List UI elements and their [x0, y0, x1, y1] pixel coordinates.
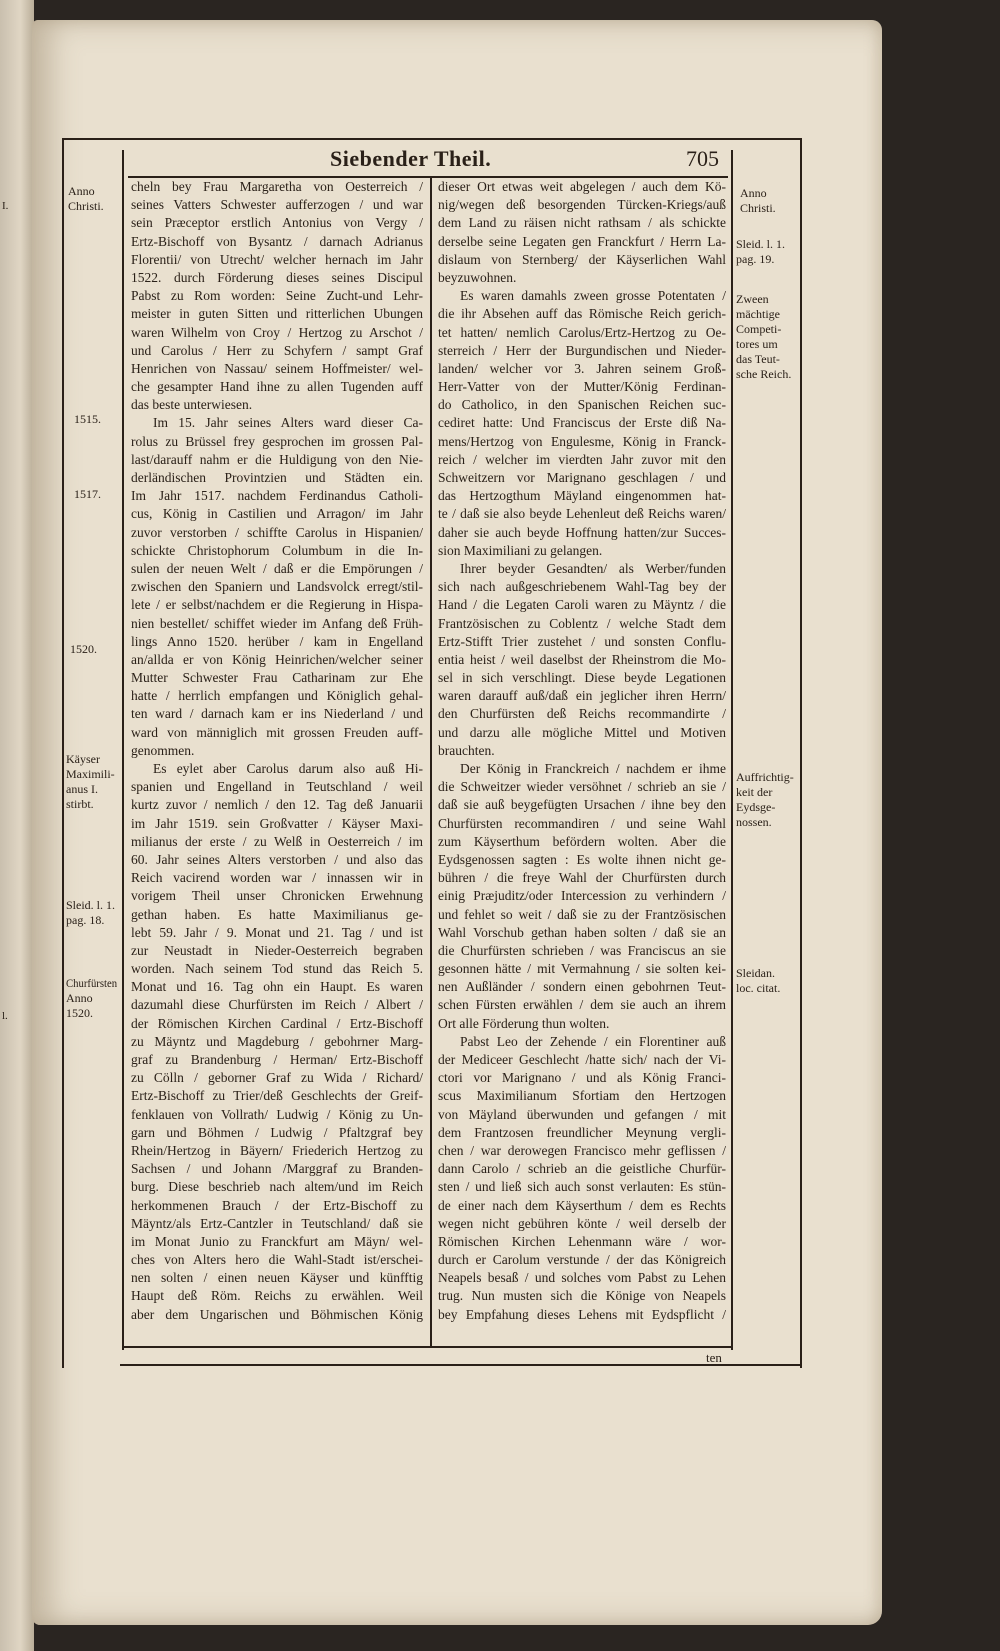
text-line: waren Wilhelm von Croy / Hertzog zu Arschot / — [131, 324, 423, 340]
text-line: dem Frantzosen freundlicher Meynung vergli- — [438, 1124, 726, 1140]
text-line: die ihr Absehen auff das Römische Reich gerich- — [438, 306, 726, 322]
text-line: brauchten. — [438, 742, 495, 758]
margin-note — [68, 184, 118, 214]
text-line: durch er Carolum verstunde / der das Königreich — [438, 1252, 726, 1268]
text-line: ches von Alters hero die Wahl-Stadt ist/erschei- — [131, 1252, 423, 1268]
text-line: Ort alle Förderung thun wolten. — [438, 1015, 610, 1031]
text-line: Ertz-Stifft Trier zustehet / und sonsten Conflu- — [438, 633, 726, 649]
text-line: im Jahr 1519. sein Großvatter / Käyser Maxi- — [131, 815, 423, 831]
margin-note-line: loc. citat. — [736, 981, 781, 995]
text-line: gesonnen hätte / mit Vermahnung / sie solten kei- — [438, 961, 726, 977]
catchword: ten — [706, 1350, 722, 1365]
margin-note-line: Eydsge- — [736, 800, 776, 814]
text-line: derländischen Provintzien und Städten ein. — [131, 470, 423, 485]
text-line: Hand / die Legaten Caroli waren zu Mäyntz / die — [438, 597, 726, 613]
top-rule — [62, 138, 802, 140]
margin-note — [736, 237, 797, 267]
text-line: Rhein/Hertzog in Bäyern/ Friederich Hertzog zu — [131, 1142, 423, 1158]
text-line: zur Neustadt in Nieder-Oesterreich begraben — [131, 942, 423, 958]
margin-note-line: Christi. — [68, 199, 104, 213]
text-line: das beste unterwiesen. — [131, 397, 253, 413]
margin-note-line: sche Reich. — [736, 367, 792, 381]
text-line: derselbe seine Legaten gen Franckfurt / Herrn La- — [438, 233, 726, 249]
text-line: zuvor verstorben / schiffte Carolus in Hispanien/ — [131, 524, 423, 540]
margin-note-line: Anno — [740, 186, 767, 200]
text-line: tet hatten/ nemlich Carolus/Ertz-Hertzog zu Oe- — [438, 324, 726, 340]
text-line: beyzuwohnen. — [438, 269, 517, 285]
text-line: genommen. — [131, 742, 195, 758]
text-line: zu Cölln / geborner Graf zu Wida / Richard/ — [131, 1070, 423, 1086]
text-line: Mäyntz/als Ertz-Cantzler in Teutschland/ daß sie — [131, 1215, 423, 1231]
text-line: daß sie auß beygefügten Ursachen / ihne bey den — [438, 797, 726, 813]
text-line: Henrichen von Nassau/ seinem Hoffmeister/ wel- — [131, 360, 423, 376]
text-line: nien bestellet/ schiffet wieder im Anfang deß Früh- — [131, 615, 423, 631]
text-line: ward von männiglich mit grossen Freuden auff- — [131, 724, 423, 740]
text-line: Churfürsten recommandiren / und seine Wahl — [438, 815, 726, 831]
text-line: Reich vacirend worden war / innassen wir in — [131, 870, 423, 886]
text-line: Sachsen / und Johann /Marggraf zu Branden- — [131, 1161, 423, 1177]
margin-note — [66, 752, 118, 812]
text-line: sel in sich verschlingt. Diese beyde Legationen — [438, 670, 726, 686]
text-line: seines Vatters Schwester aufferzogen / und war — [131, 197, 423, 213]
text-line: nen solten / einen neuen Käyser und künfftig — [131, 1270, 423, 1286]
text-line: entia heist / weil daselbst der Rheinstrom die Mo- — [438, 651, 726, 667]
text-line: und Carolus / Herr zu Schyfern / sampt Graf — [131, 342, 423, 358]
outer-right-rule — [800, 138, 802, 1368]
text-line: lete / er selbst/nachdem er die Regierung in Hispa- — [131, 597, 423, 613]
text-line: von Mäyland überwunden und gefangen / mit — [438, 1106, 726, 1122]
adjacent-page-mark: l. — [2, 1010, 8, 1022]
text-line: meister in guten Sitten und ritterlichen Ubungen — [131, 306, 423, 322]
margin-note-line: Sleid. l. 1. — [66, 898, 116, 912]
text-line: schickte Christophorum Columbum in die In- — [131, 542, 423, 558]
text-line: garn und Böhmen / Ludwig / Pfaltzgraf bey — [131, 1124, 423, 1140]
margin-note — [740, 186, 797, 216]
text-line: Es eylet aber Carolus darum also auß Hi- — [153, 761, 423, 776]
text-line: und fehlet so weit / daß sie zu der Frantzösischen — [438, 906, 726, 922]
text-line: trug. Nun musten sich die Könige von Neapels — [438, 1288, 726, 1304]
text-line: Im Jahr 1517. nachdem Ferdinandus Catholi- — [131, 488, 423, 504]
margin-note-line: Competi- — [736, 322, 782, 336]
text-line: dislaum von Sternberg/ der Käyserlichen Wahl — [438, 251, 726, 267]
text-line: Ihrer beyder Gesandten/ als Werber/funden — [460, 560, 726, 576]
text-line: wegen nicht gebühren könte / weil derselb der — [438, 1215, 726, 1231]
text-line: das Hertzogthum Mäyland eingenommen hat- — [438, 488, 726, 504]
text-line: sulen der neuen Welt / daß er die Empörungen / — [131, 560, 423, 576]
text-line: lebt 59. Jahr / 9. Monat und 21. Tag / und ist — [131, 924, 423, 940]
margin-note-line: keit der — [736, 785, 773, 799]
margin-note-line: pag. 18. — [66, 913, 105, 927]
text-line: der Römischen Kirchen Cardinal / Ertz-Bischoff — [131, 1015, 423, 1031]
text-line: einig Præjuditz/oder Intercession zu verhindern / — [438, 888, 726, 904]
text-line: sein Præceptor erstlich Antonius von Vergy / — [131, 215, 423, 231]
margin-note — [70, 642, 118, 657]
text-line: Pabst zu Rom worden: Seine Zucht-und Lehr- — [131, 288, 423, 304]
text-line: burg. Diese beschrieb nach altem/und im Reich — [131, 1179, 423, 1195]
right-text-column — [438, 178, 726, 1324]
outer-left-rule — [62, 138, 64, 1368]
text-line: den Churfürsten deß Reichs recommandirte / — [438, 706, 726, 722]
text-line: cediret hatte: Und Franciscus der Erste diß Na- — [438, 415, 726, 431]
text-line: rolus zu Brüssel frey gesprochen im grossen Pal- — [131, 433, 423, 449]
margin-note-line: Käyser — [66, 752, 100, 766]
text-line: mens/Hertzog von Engulesme, König in Franck- — [438, 433, 726, 449]
text-line: waren darauff auß/daß ein jeglicher ihren Herrn/ — [438, 688, 726, 704]
margin-note — [66, 976, 118, 1021]
text-line: bühren / die freye Wahl der Churfürsten durch — [438, 870, 726, 886]
margin-note-line: 1520. — [66, 1006, 93, 1020]
text-line: herkommenen Brauch / der Ertz-Bischoff zu — [131, 1197, 423, 1213]
text-line: fenklauen von Vollrath/ Ludwig / König zu Un- — [131, 1106, 423, 1122]
text-line: dann Carolo / schrieb an die geistliche Churfür- — [438, 1161, 726, 1177]
text-line: sterreich / Herr der Burgundischen und Nieder- — [438, 342, 726, 358]
text-line: ctori vor Marignano / und als König Franci- — [438, 1070, 726, 1086]
margin-note — [74, 487, 118, 502]
text-line: daher sie auch beyde Hoffnung hatten/zur Succes- — [438, 524, 726, 540]
margin-note-line: Sleid. l. 1. — [736, 237, 786, 251]
text-line: Wahl Vorschub gethan haben solten / daß sie an — [438, 924, 726, 940]
margin-note-line: 1515. — [74, 412, 101, 426]
text-line: cheln bey Frau Margaretha von Oesterreich / — [131, 179, 423, 194]
text-line: lings Anno 1520. herüber / kam in Engelland — [131, 633, 423, 649]
margin-note — [66, 898, 118, 928]
text-line: worden. Nach seinem Tod stund das Reich 5. — [131, 961, 423, 977]
text-line: dieser Ort etwas weit abgelegen / auch dem Kö- — [438, 179, 726, 194]
running-head: Siebender Theil. — [330, 146, 492, 171]
adjacent-page-mark: I. — [2, 200, 9, 212]
bottom-rule — [122, 1346, 732, 1348]
margin-note-line: pag. 19. — [736, 252, 775, 266]
margin-note-line: stirbt. — [66, 797, 94, 811]
text-line: Monat und 16. Tag ohn ein Haupt. Es waren — [131, 979, 423, 995]
text-line: der Mediceer Geschlecht /hatte sich/ nach der Vi- — [438, 1052, 726, 1067]
text-line: sion Maximiliani zu gelangen. — [438, 542, 603, 558]
text-line: und darzu alle mögliche Mittel und Motiven — [438, 724, 726, 740]
text-line: te / daß sie also beyde Lehenleut deß Reichs waren/ — [438, 506, 726, 522]
margin-note-line: 1520. — [70, 642, 97, 656]
text-line: die Schweitzer wieder versöhnet / schrieb an sie / — [438, 779, 726, 795]
text-line: zu Mäyntz und Magdeburg / gebohrner Marg- — [131, 1033, 423, 1049]
text-line: schen Fürsten erwählen / dem sie auch an ihrem — [438, 997, 726, 1013]
margin-note-line: Anno — [68, 184, 95, 198]
text-line: Pabst Leo der Zehende / ein Florentiner auß — [460, 1033, 726, 1049]
text-line: Schweitzern vor Marignano geschlagen / und — [438, 470, 726, 485]
text-line: hatte / herrlich empfangen und Königlich gehal- — [131, 688, 423, 704]
margin-note-line: nossen. — [736, 815, 772, 829]
margin-note — [74, 412, 118, 427]
text-line: an/allda er von König Heinrichen/welcher seiner — [131, 651, 423, 667]
margin-note-line: Sleidan. — [736, 966, 775, 980]
left-text-column — [131, 178, 423, 1324]
text-line: nig/wegen deß besorgenden Türcken-Kriegs/auß — [438, 197, 726, 213]
text-line: dem Land zu räisen nicht rathsam / als schickte — [438, 215, 726, 231]
text-line: landen/ welcher vor 3. Jahren seinem Groß- — [438, 360, 726, 376]
text-line: Haupt deß Röm. Reichs zu erwählen. Weil — [131, 1288, 423, 1304]
text-line: dazumahl diese Churfürsten im Reich / Albert / — [131, 997, 423, 1013]
text-line: Florentii/ von Utrecht/ welcher hernach im Jahr — [131, 251, 423, 267]
margin-note — [736, 770, 797, 830]
margin-note-line: anus I. — [66, 782, 98, 796]
text-line: Römischen Kirchen Lehenmann wäre / wor- — [438, 1233, 726, 1249]
text-line: Der König in Franckreich / nachdem er ihme — [460, 761, 726, 776]
text-line: sich nach außgeschriebenem Wahl-Tag bey der — [438, 579, 726, 595]
margin-note-line: 1517. — [74, 487, 101, 501]
text-line: spanien und Engelland in Teutschland / weil — [131, 779, 423, 795]
text-line: Mutter Schwester Frau Catharinam zur Ehe — [131, 670, 423, 686]
margin-note-line: tores um — [736, 337, 778, 351]
text-line: kurtz zuvor / nemlich / den 12. Tag deß Januarii — [131, 797, 423, 813]
text-line: vorigem Theil unser Chronicken Erwehnung — [131, 888, 423, 904]
text-line: Es waren damahls zween grosse Potentaten / — [460, 288, 726, 304]
margin-note — [736, 966, 797, 996]
text-line: de einer nach dem Käyserthum / dem es Rechts — [438, 1197, 726, 1213]
text-line: Ertz-Bischoff zu Trier/deß Geschlechts der Greif- — [131, 1088, 423, 1104]
text-line: gethan haben. Es hatte Maximilianus ge- — [131, 906, 423, 922]
text-line: Frantzösischen zu Coblentz / welche Stadt dem — [438, 615, 726, 631]
text-line: Im 15. Jahr seines Alters ward dieser Ca- — [153, 415, 423, 431]
text-line: Neapels besaß / und solches vom Pabst zu Lehen — [438, 1270, 726, 1286]
text-line: chen / war derowegen Francisco mehr geflissen / — [438, 1142, 726, 1158]
page-number: 705 — [686, 146, 719, 171]
margin-note-line: das Teut- — [736, 352, 780, 366]
inner-left-rule — [122, 150, 124, 1350]
margin-note-line: Zween — [736, 292, 769, 306]
adjacent-page-edge — [0, 0, 34, 1651]
margin-note-line: mächtige — [736, 307, 780, 321]
text-line: zum Käyserthum befördern wolten. Aber die — [438, 833, 726, 849]
column-divider — [430, 176, 432, 1346]
text-line: milianus der erste / zu Welß in Oesterreich / im — [131, 833, 423, 849]
text-line: Herr-Vatter von der Mutter/König Ferdinan- — [438, 379, 726, 395]
text-line: che gesampter Hand ihne zu allen Tugenden auff — [131, 379, 423, 395]
text-line: bey Empfahung dieses Lehens mit Eydspflicht / — [438, 1306, 726, 1322]
text-line: Ertz-Bischoff von Bysantz / darnach Adrianus — [131, 233, 423, 249]
text-line: nen Außländer / sondern einen gebohrnen Teut- — [438, 979, 726, 995]
margin-note-line: Churfürsten — [66, 976, 118, 990]
text-line: reich / welcher im vierdten Jahr zuvor mit den — [438, 451, 726, 467]
text-line: 1522. durch Förderung dieses seines Discipul — [131, 269, 423, 285]
text-line: 60. Jahr seines Alters verstorben / und also das — [131, 851, 423, 867]
text-line: im Monat Junio zu Franckfurt am Mäyn/ wel- — [131, 1233, 423, 1249]
text-line: do Catholico, in den Spanischen Reichen suc- — [438, 397, 726, 413]
margin-note-line: Christi. — [740, 201, 776, 215]
text-line: aber dem Ungarischen und Böhmischen König — [131, 1306, 423, 1322]
text-line: scus Maximilianum Sfortiam den Hertzogen — [438, 1088, 726, 1104]
margin-note-line: Maximili- — [66, 767, 115, 781]
text-line: sten / und ließ sich auch sonst verlauten: Es stün- — [438, 1179, 726, 1195]
margin-note — [736, 292, 797, 382]
text-line: die Churfürsten schrieben / was Franciscus an sie — [438, 942, 726, 958]
text-line: ten ward / darnach kam er ins Niederland / und — [131, 706, 423, 722]
text-line: graf zu Brandenburg / Herman/ Ertz-Bischoff — [131, 1052, 423, 1067]
text-line: Eydsgenossen sagten : Es wolte ihnen nicht ge- — [438, 851, 726, 867]
text-line: cus, König in Castilien und Arragon/ im Jahr — [131, 506, 423, 522]
inner-right-rule — [731, 150, 733, 1350]
text-line: zwischen den Spaniern und Landsvolck erregt/stil- — [131, 579, 423, 595]
bottom-outer-rule — [120, 1364, 802, 1366]
margin-note-line: Anno — [66, 991, 93, 1005]
text-line: last/darauff nahm er die Huldigung von den Nie- — [131, 451, 423, 467]
margin-note-line: Auffrichtig- — [736, 770, 794, 784]
